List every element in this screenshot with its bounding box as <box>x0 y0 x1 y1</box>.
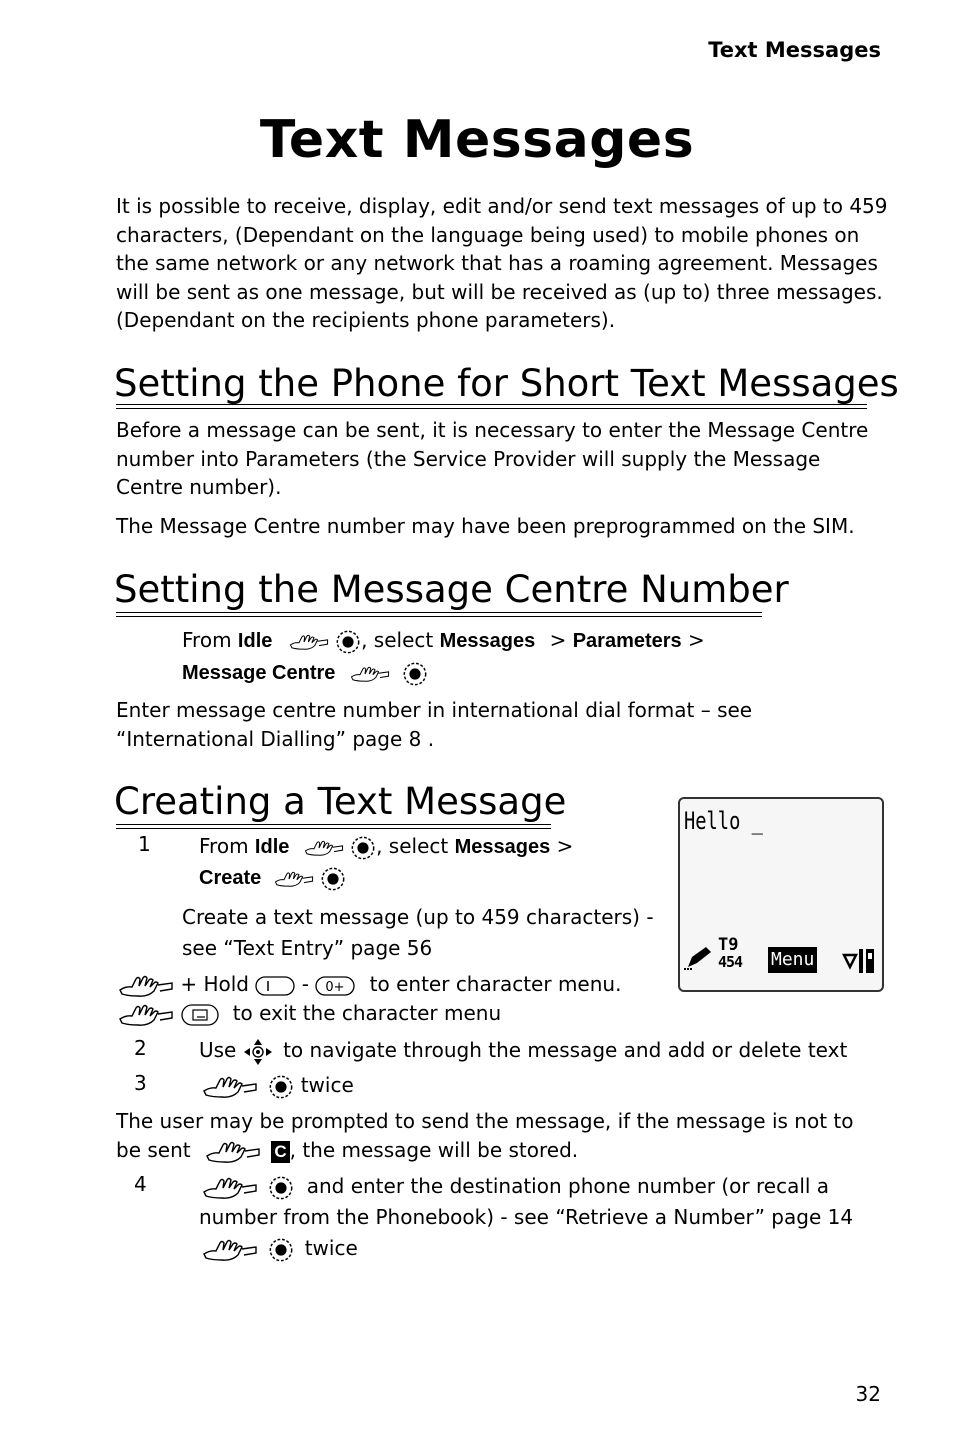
running-header: Text Messages <box>708 38 881 62</box>
centre-note-line: “International Dialling” page 8 . <box>116 726 435 751</box>
step-number: 4 <box>134 1172 147 1196</box>
ok-key-icon <box>320 866 346 892</box>
section1-paragraph <box>116 416 896 502</box>
t9-label: T9 <box>718 935 739 955</box>
navigation-key-icon <box>243 1038 273 1066</box>
step4-line2: number from the Phonebook) - see “Retrieve a Number” page 14 <box>199 1205 854 1229</box>
clear-key-icon: C <box>271 1141 289 1163</box>
hold-text: + Hold <box>180 972 250 996</box>
heading-rule <box>116 824 551 829</box>
soft-key-icon <box>180 1003 220 1027</box>
nav-indicator-icon <box>842 947 876 979</box>
centre-instruction-line2 <box>182 658 428 688</box>
screen-menu-softkey: Menu <box>768 947 817 973</box>
dash-text: - <box>301 972 309 996</box>
ok-key-icon <box>268 1175 294 1201</box>
svg-text:0+: 0+ <box>325 979 345 995</box>
section1-line: Centre number). <box>116 475 282 499</box>
hand-press-icon <box>202 1175 258 1201</box>
centre-note <box>116 696 752 753</box>
step2-text: to navigate through the message and add or delete text <box>283 1038 848 1062</box>
create-note <box>182 902 654 964</box>
char-count: 454 <box>718 953 743 971</box>
page-title: Text Messages <box>259 110 695 170</box>
section-heading-short-text: Setting the Phone for Short Text Messages <box>114 362 899 405</box>
step3-line <box>202 1071 354 1100</box>
intro-line: the same network or any network that has a roaming agreement. Messages <box>116 251 878 275</box>
hand-press-icon <box>289 631 329 653</box>
section-heading-creating: Creating a Text Message <box>114 780 567 823</box>
arrow-sep: > <box>556 834 574 858</box>
hand-press-icon <box>202 1237 258 1263</box>
step-number: 1 <box>138 832 151 856</box>
hand-press-icon <box>118 1002 174 1028</box>
pencil-icon <box>684 945 716 975</box>
prompt-line2 <box>116 1136 578 1165</box>
ok-key-icon <box>268 1074 294 1100</box>
use-text: Use <box>199 1038 237 1062</box>
centre-instruction-line1 <box>182 626 705 656</box>
step4-line3 <box>202 1234 358 1263</box>
sim-note: The Message Centre number may have been preprogrammed on the SIM. <box>116 514 855 538</box>
select-text: , select <box>361 628 434 652</box>
stored-text: , the message will be stored. <box>289 1138 579 1162</box>
key-1-icon <box>255 975 295 997</box>
intro-line: characters, (Dependant on the language being used) to mobile phones on <box>116 222 860 247</box>
ok-key-icon <box>402 661 428 687</box>
arrow-sep: > <box>549 628 567 652</box>
heading-rule <box>116 404 867 409</box>
hand-press-icon <box>274 868 314 890</box>
step-number: 3 <box>134 1071 147 1095</box>
phone-screen-illustration <box>678 797 884 992</box>
exit-instruction <box>118 999 501 1028</box>
intro-line: It is possible to receive, display, edit and/or send text messages of up to 459 <box>116 194 888 218</box>
hand-press-icon <box>202 1074 258 1100</box>
select-text: , select <box>376 834 449 858</box>
be-sent-text: be sent <box>116 1138 191 1162</box>
hand-press-icon <box>304 837 344 859</box>
prompt-line1: The user may be prompted to send the message, if the message is not to <box>116 1109 854 1133</box>
parameters-label: Parameters <box>572 630 682 652</box>
hand-press-icon <box>118 973 174 999</box>
hold-instruction <box>118 970 621 999</box>
heading-rule <box>116 612 762 617</box>
twice-text: twice <box>304 1236 358 1260</box>
step-number: 2 <box>134 1036 147 1060</box>
from-text: From <box>182 628 232 652</box>
key-0-plus-icon <box>315 975 355 997</box>
intro-paragraph <box>116 192 896 335</box>
ok-key-icon <box>350 835 376 861</box>
hand-press-icon <box>205 1139 261 1165</box>
create-label: Create <box>199 867 262 889</box>
section1-line: Before a message can be sent, it is necessary to enter the Message Centre <box>116 418 869 442</box>
page-number: 32 <box>855 1382 881 1406</box>
exit-text: to exit the character menu <box>232 1001 502 1025</box>
section1-line: number into Parameters (the Service Provider will supply the Message <box>116 446 821 471</box>
messages-label: Messages <box>439 630 536 652</box>
create-note-line: Create a text message (up to 459 characters) - <box>182 905 654 929</box>
screen-message-text: Hello _ <box>684 807 763 835</box>
ok-key-icon <box>335 629 361 655</box>
idle-label: Idle <box>237 630 273 652</box>
step2-line <box>199 1036 847 1066</box>
step4-text: and enter the destination phone number (or recall a <box>306 1174 830 1198</box>
step1-line2 <box>199 863 346 893</box>
intro-line: will be sent as one message, but will be received as (up to) three messages. <box>116 279 883 304</box>
ok-key-icon <box>268 1237 294 1263</box>
step4-line1 <box>202 1172 829 1201</box>
messages-label: Messages <box>454 836 551 858</box>
hand-press-icon <box>350 663 390 685</box>
twice-text: twice <box>300 1073 354 1097</box>
idle-label: Idle <box>254 836 290 858</box>
from-text: From <box>199 834 249 858</box>
create-note-line: see “Text Entry” page 56 <box>182 936 433 960</box>
message-centre-label: Message Centre <box>182 662 336 684</box>
arrow-sep: > <box>688 628 705 652</box>
step1-line1 <box>199 832 573 862</box>
section-heading-centre-number: Setting the Message Centre Number <box>114 568 789 611</box>
hold-purpose-text: to enter character menu. <box>369 972 622 996</box>
t9-indicator <box>718 937 742 971</box>
intro-line: (Dependant on the recipients phone parameters). <box>116 308 616 332</box>
centre-note-line: Enter message centre number in international dial format – see <box>116 698 753 722</box>
